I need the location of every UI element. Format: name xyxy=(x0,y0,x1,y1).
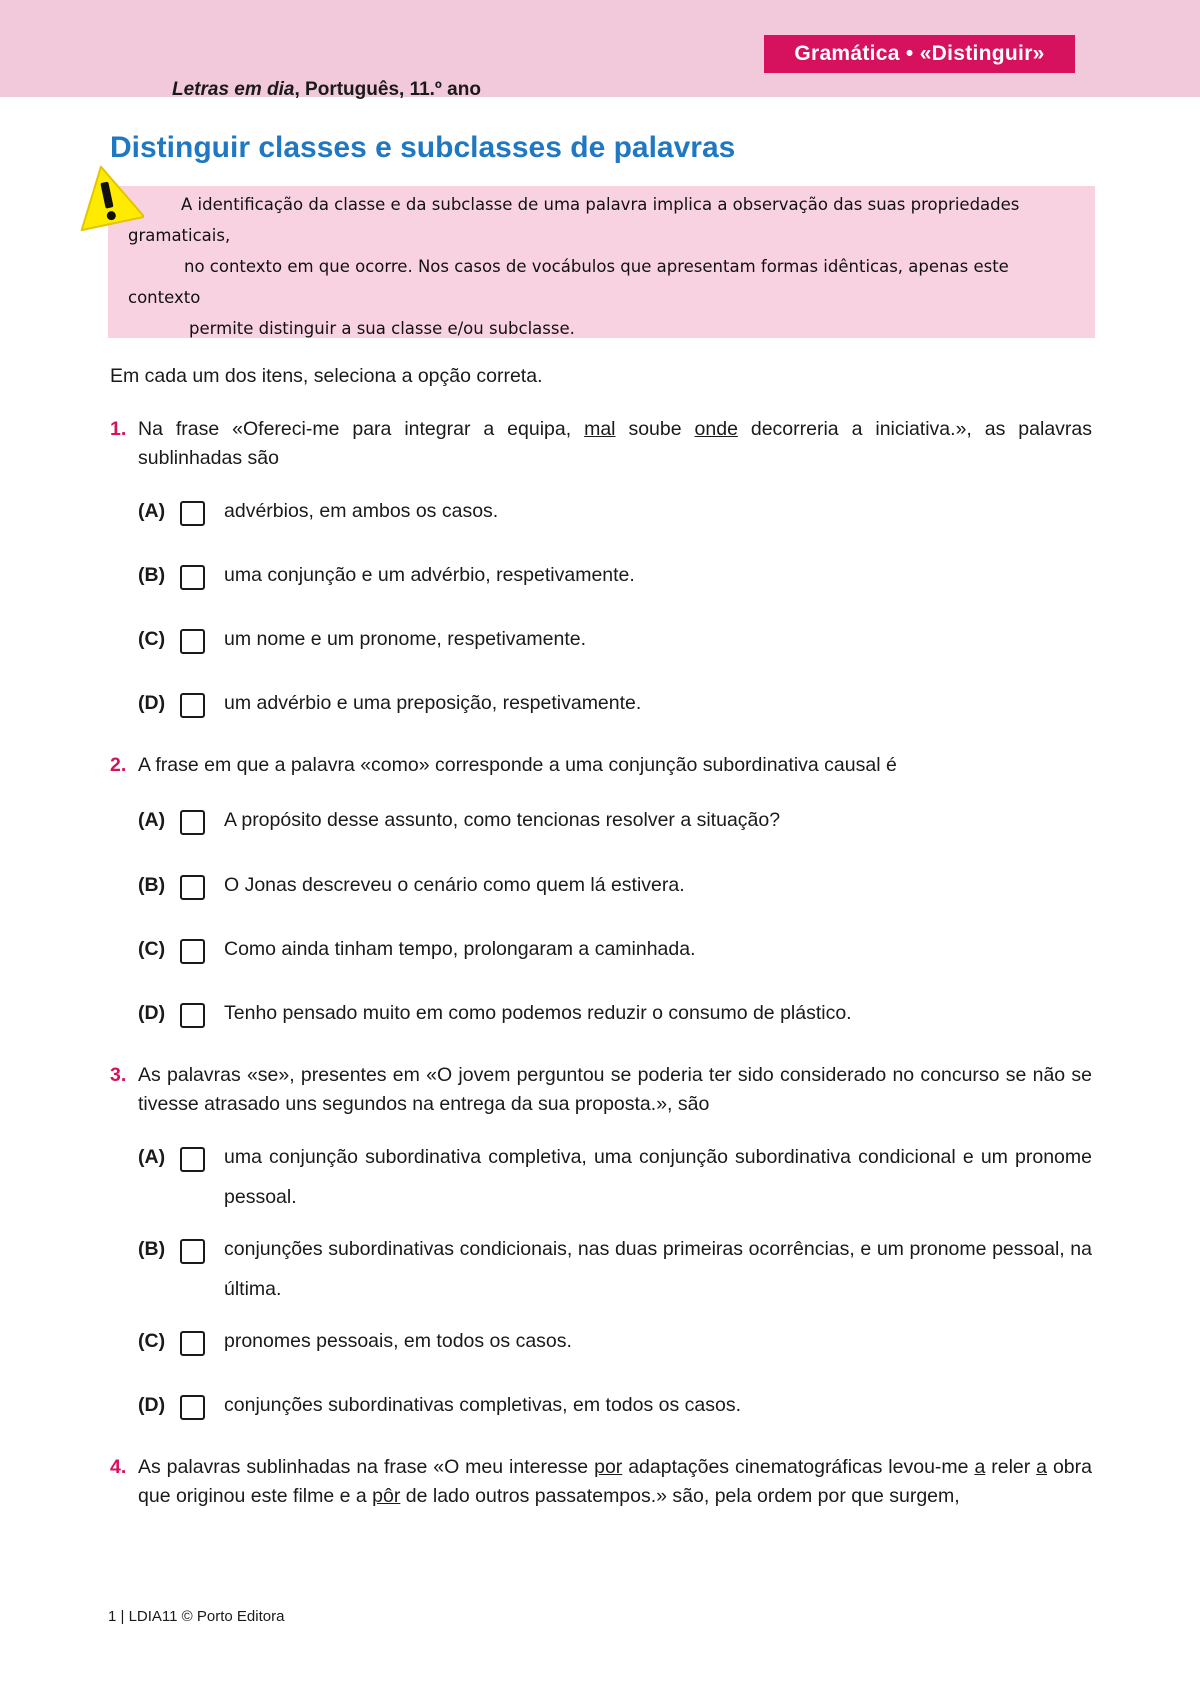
option-text: A propósito desse assunto, como tencionas resolver a situação? xyxy=(224,809,781,831)
option-text: conjunções subordinativas condicionais, nas duas primeiras ocorrências, e um pronome pessoal, na última. xyxy=(224,1238,1092,1300)
option-1d[interactable] xyxy=(138,683,1092,723)
instructions: Em cada um dos itens, seleciona a opção correta. xyxy=(110,365,543,387)
question-text: Na frase «Ofereci-me para integrar a equipa, mal soube onde decorreria a iniciativa.», as palavras sublinhadas são xyxy=(138,418,1093,469)
book-reference xyxy=(172,79,481,101)
option-text: Como ainda tinham tempo, prolongaram a caminhada. xyxy=(224,938,696,960)
question-text: As palavras sublinhadas na frase «O meu interesse por adaptações cinematográficas levou-me a reler a obra que originou este filme e a pôr de lado outros passatempos.» são, pela ordem por que surgem, xyxy=(138,1456,1092,1507)
option-checkbox[interactable] xyxy=(180,875,205,900)
option-checkbox[interactable] xyxy=(180,939,205,964)
question-text: As palavras «se», presentes em «O jovem perguntou se poderia ter sido considerado no concurso se não se tivesse atrasado uns segundos na entrega da sua proposta.», são xyxy=(138,1064,1092,1115)
option-text: advérbios, em ambos os casos. xyxy=(224,500,499,522)
question-3 xyxy=(110,1061,1092,1119)
option-1b[interactable] xyxy=(138,555,1092,595)
option-checkbox[interactable] xyxy=(180,693,205,718)
underlined-word: a xyxy=(1036,1456,1048,1478)
option-text: O Jonas descreveu o cenário como quem lá estivera. xyxy=(224,874,685,896)
question-2 xyxy=(110,751,1092,780)
option-checkbox[interactable] xyxy=(180,629,205,654)
section-badge: Gramática • «Distinguir» xyxy=(764,35,1075,73)
option-checkbox[interactable] xyxy=(180,1395,205,1420)
option-text: um nome e um pronome, respetivamente. xyxy=(224,628,587,650)
option-2b[interactable] xyxy=(138,865,1092,905)
underlined-word: onde xyxy=(694,418,738,440)
option-text: conjunções subordinativas completivas, em todos os casos. xyxy=(224,1394,742,1416)
option-letter: (B) xyxy=(138,874,166,896)
question-number: 2. xyxy=(110,754,127,776)
option-letter: (C) xyxy=(138,1330,166,1352)
warning-text xyxy=(128,189,1068,344)
option-checkbox[interactable] xyxy=(180,1239,205,1264)
option-2d[interactable] xyxy=(138,993,1092,1033)
option-letter: (A) xyxy=(138,1146,166,1168)
option-letter: (C) xyxy=(138,938,166,960)
underlined-word: pôr xyxy=(372,1485,401,1507)
option-letter: (A) xyxy=(138,809,166,831)
option-3c[interactable] xyxy=(138,1321,1092,1361)
option-letter: (D) xyxy=(138,692,166,714)
question-1 xyxy=(110,415,1092,473)
question-number: 4. xyxy=(110,1456,127,1478)
option-3b[interactable] xyxy=(138,1229,1092,1309)
warning-line: permite distinguir a sua classe e/ou subclasse. xyxy=(189,319,575,338)
option-3d[interactable] xyxy=(138,1385,1092,1425)
option-text: Tenho pensado muito em como podemos reduzir o consumo de plástico. xyxy=(224,1002,852,1024)
option-2c[interactable] xyxy=(138,929,1092,969)
book-subtitle: , Português, 11.º ano xyxy=(294,79,481,100)
underlined-word: por xyxy=(594,1456,623,1478)
page-footer: 1 | LDIA11 © Porto Editora xyxy=(108,1608,285,1625)
option-1a[interactable] xyxy=(138,491,1092,531)
book-title: Letras em dia xyxy=(172,79,295,100)
option-text: um advérbio e uma preposição, respetivamente. xyxy=(224,692,642,714)
page-title: Distinguir classes e subclasses de palavras xyxy=(110,131,736,164)
question-text: A frase em que a palavra «como» corresponde a uma conjunção subordinativa causal é xyxy=(138,754,897,776)
warning-line: no contexto em que ocorre. Nos casos de vocábulos que apresentam formas idênticas, apenas este contexto xyxy=(128,257,1009,307)
option-checkbox[interactable] xyxy=(180,1331,205,1356)
underlined-word: mal xyxy=(584,418,616,440)
option-3a[interactable] xyxy=(138,1137,1092,1217)
option-checkbox[interactable] xyxy=(180,1147,205,1172)
underlined-word: a xyxy=(974,1456,986,1478)
question-number: 3. xyxy=(110,1064,127,1086)
warning-line: A identificação da classe e da subclasse de uma palavra implica a observação das suas propriedades gramaticais, xyxy=(128,195,1020,245)
option-1c[interactable] xyxy=(138,619,1092,659)
option-letter: (D) xyxy=(138,1002,166,1024)
option-letter: (D) xyxy=(138,1394,166,1416)
option-checkbox[interactable] xyxy=(180,565,205,590)
option-letter: (C) xyxy=(138,628,166,650)
option-text: uma conjunção subordinativa completiva, uma conjunção subordinativa condicional e um pronome pessoal. xyxy=(224,1146,1092,1208)
option-checkbox[interactable] xyxy=(180,810,205,835)
question-number: 1. xyxy=(110,418,127,440)
option-text: uma conjunção e um advérbio, respetivamente. xyxy=(224,564,635,586)
question-4 xyxy=(110,1453,1092,1511)
option-text: pronomes pessoais, em todos os casos. xyxy=(224,1330,572,1352)
option-checkbox[interactable] xyxy=(180,1003,205,1028)
option-2a[interactable] xyxy=(138,800,1092,840)
option-letter: (A) xyxy=(138,500,166,522)
option-letter: (B) xyxy=(138,564,166,586)
option-letter: (B) xyxy=(138,1238,166,1260)
option-checkbox[interactable] xyxy=(180,501,205,526)
